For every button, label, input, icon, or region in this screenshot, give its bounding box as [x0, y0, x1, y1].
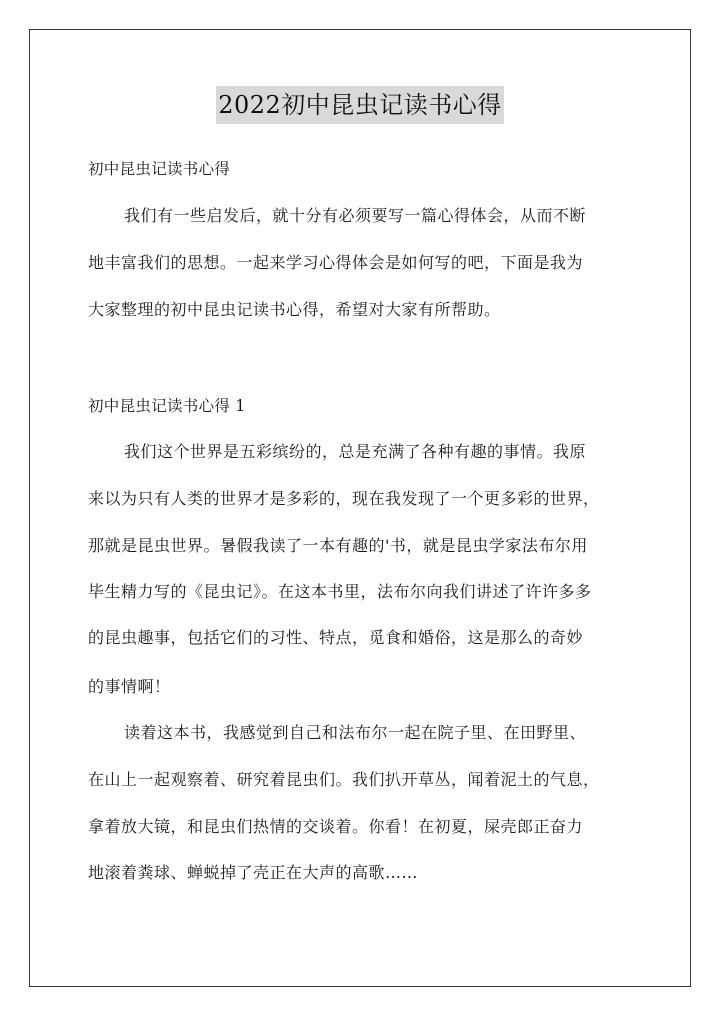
paragraph2-line: 在山上一起观察着、研究着昆虫们。我们扒开草丛，闻着泥土的气息，	[88, 770, 600, 789]
section-heading: 初中昆虫记读书心得 1	[88, 397, 246, 415]
document-subtitle: 初中昆虫记读书心得	[88, 160, 231, 178]
paragraph2-line: 读着这本书，我感觉到自己和法布尔一起在院子里、在田野里、	[124, 723, 587, 742]
paragraph1-line: 的昆虫趣事，包括它们的习性、特点，觅食和婚俗，这是那么的奇妙	[88, 628, 584, 647]
paragraph1-line: 毕生精力写的《昆虫记》。在这本书里，法布尔向我们讲述了许许多多	[88, 582, 592, 601]
paragraph1-line: 我们这个世界是五彩缤纷的，总是充满了各种有趣的事情。我原	[124, 442, 587, 461]
intro-line: 大家整理的初中昆虫记读书心得，希望对大家有所帮助。	[88, 300, 501, 319]
paragraph1-line: 那就是昆虫世界。暑假我读了一本有趣的'书，就是昆虫学家法布尔用	[88, 536, 588, 555]
intro-line: 地丰富我们的思想。一起来学习心得体会是如何写的吧，下面是我为	[88, 253, 584, 272]
document-title: 2022初中昆虫记读书心得	[216, 86, 504, 124]
paragraph1-line: 来以为只有人类的世界才是多彩的，现在我发现了一个更多彩的世界，	[88, 489, 600, 508]
paragraph2-line: 地滚着粪球、蝉蜕掉了壳正在大声的高歌……	[88, 863, 419, 882]
paragraph1-line: 的事情啊！	[88, 677, 171, 696]
title-container	[0, 86, 720, 124]
intro-line: 我们有一些启发后，就十分有必须要写一篇心得体会，从而不断	[124, 206, 587, 225]
paragraph2-line: 拿着放大镜，和昆虫们热情的交谈着。你看！在初夏，屎壳郎正奋力	[88, 817, 584, 836]
